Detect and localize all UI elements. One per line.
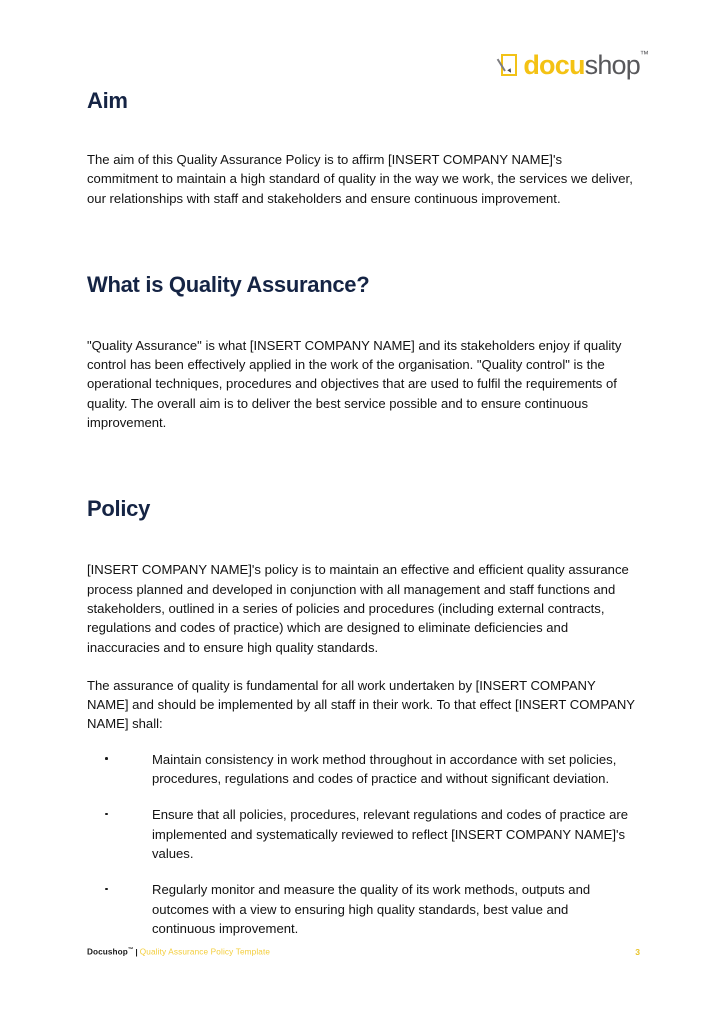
paragraph-aim-intro: The aim of this Quality Assurance Policy is to affirm [INSERT COMPANY NAME]'s commitment to maintain a high standard of quality in the way we work, the services we deliver, our relationships with staff and stakeholders and ensure continuous improvement.	[87, 152, 633, 206]
bullet-dot-icon	[105, 757, 108, 760]
list-item-text: Maintain consistency in work method throughout in accordance with set policies, procedures, regulations and codes of practice and without significant deviation.	[152, 751, 617, 787]
logo-wordmark	[523, 48, 648, 80]
list-item-text: Regularly monitor and measure the quality of its work methods, outputs and outcomes with a view to ensuring high quality standards, best value and continuous improvement.	[152, 882, 591, 936]
bullet-dot-icon	[105, 888, 108, 891]
logo-trademark-mark: ™	[639, 48, 648, 59]
heading-policy: Policy	[87, 496, 151, 522]
list-item	[87, 750, 635, 789]
policy-commitments-list	[87, 750, 635, 938]
heading-aim: Aim	[87, 88, 128, 113]
bullet-dot-icon	[105, 813, 108, 816]
footer-left-block	[87, 944, 270, 959]
logo-text-shop: shop	[584, 49, 640, 80]
document-body	[87, 88, 635, 938]
page-number: 3	[635, 946, 640, 957]
footer-separator: |	[135, 947, 138, 957]
paragraph-policy-statement: [INSERT COMPANY NAME]'s policy is to maintain an effective and efficient quality assurance process planned and developed in conjunction with all management and staff functions and stakeholders, outlined in a series of policies and procedures (including external contracts, regulations and codes of practice) which are designed to eliminate deficiencies and inaccuracies and to ensure high quality standards.	[87, 562, 629, 655]
document-pencil-icon	[500, 54, 521, 77]
logo-text-docu: docu	[523, 49, 585, 80]
footer-document-title: Quality Assurance Policy Template	[139, 947, 271, 957]
heading-what-is-quality-assurance: What is Quality Assurance?	[87, 271, 370, 297]
page-footer	[87, 944, 640, 960]
footer-brand-name: Docushop	[87, 947, 128, 957]
paragraph-assurance-of-quality: The assurance of quality is fundamental for all work undertaken by [INSERT COMPANY NAME] and should be implemented by all staff in their work. To that effect [INSERT COMPANY NAME] shall:	[87, 677, 635, 732]
paragraph-quality-assurance-definition: "Quality Assurance" is what [INSERT COMPANY NAME] and its stakeholders enjoy if quality control has been effectively applied in the work of the organisation. "Quality control" is the operational techniques, procedures and objectives that are used to fulfil the requirements of quality. The overall aim is to deliver the best service possible and to ensure continuous improvement.	[87, 337, 622, 431]
footer-trademark-mark: ™	[127, 947, 134, 953]
list-item-text: Ensure that all policies, procedures, relevant regulations and codes of practice are implemented and systematically reviewed to reflect [INSERT COMPANY NAME]'s values.	[152, 807, 629, 861]
list-item	[87, 880, 635, 938]
docushop-logo	[500, 48, 648, 80]
list-item	[87, 805, 635, 863]
